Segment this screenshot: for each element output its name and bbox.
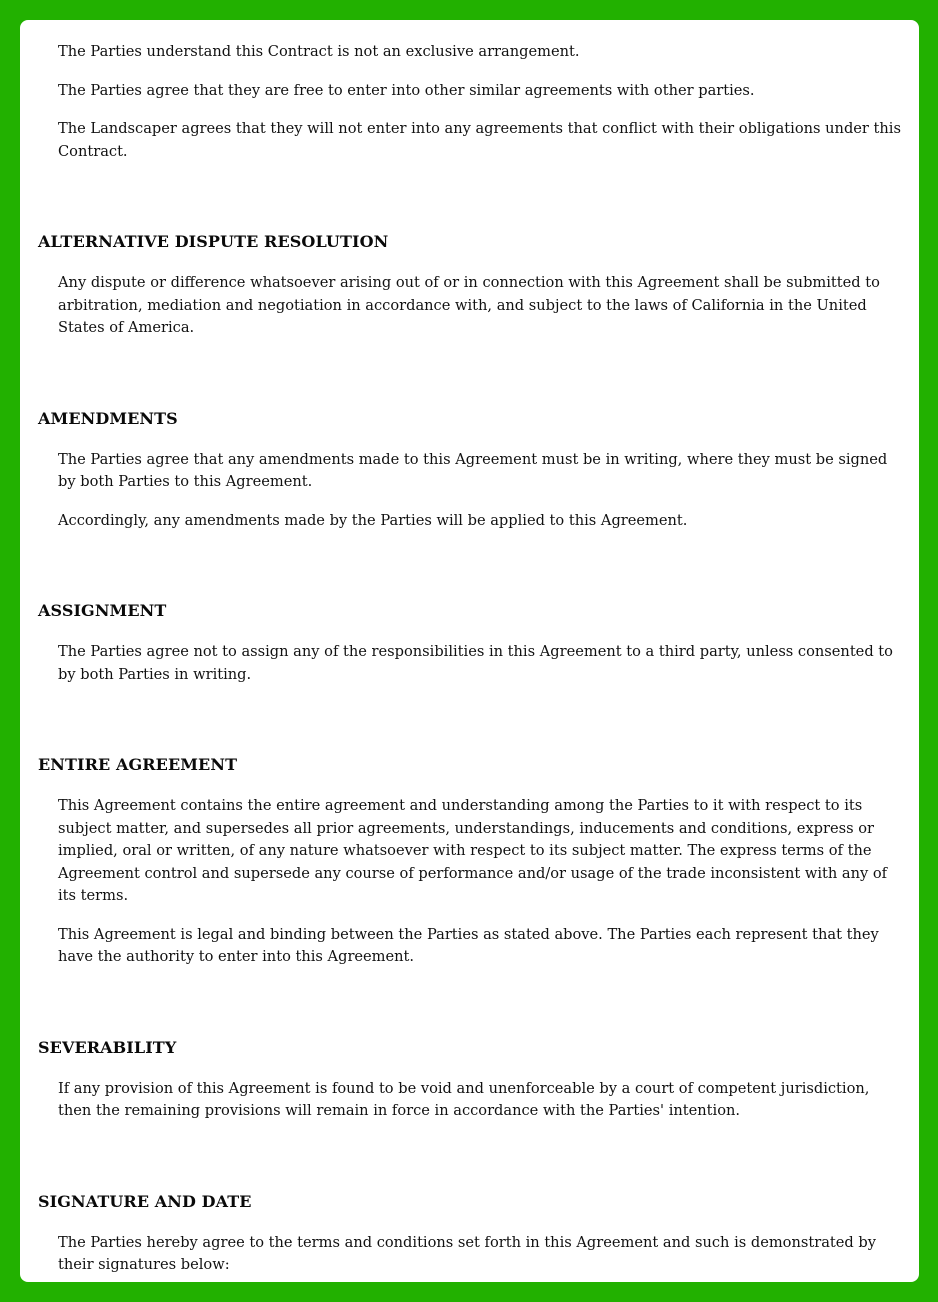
section-heading: ALTERNATIVE DISPUTE RESOLUTION xyxy=(38,232,389,251)
section-amendments xyxy=(20,356,919,549)
section-paragraph: The Parties agree that any amendments made to this Agreement must be in writing, where they must be signed by both Parties to this Agreement. xyxy=(58,450,888,490)
section-entire-agreement xyxy=(20,702,919,985)
section-paragraph: The Parties agree not to assign any of the responsibilities in this Agreement to a third party, unless consented to by both Parties in writing. xyxy=(58,643,893,683)
section-paragraph: This Agreement is legal and binding between the Parties as stated above. The Parties each represent that they have the authority to enter into this Agreement. xyxy=(58,925,879,965)
section-alternative-dispute-resolution xyxy=(20,179,919,356)
intro-paragraph-1: The Parties understand this Contract is not an exclusive arrangement. xyxy=(58,43,580,60)
section-heading: ASSIGNMENT xyxy=(38,601,167,620)
section-signature-and-date xyxy=(20,1139,919,1283)
section-paragraph: Accordingly, any amendments made by the Parties will be applied to this Agreement. xyxy=(58,511,688,529)
section-heading: SEVERABILITY xyxy=(38,1037,177,1057)
intro-paragraph-2: The Parties agree that they are free to enter into other similar agreements with other parties. xyxy=(58,81,755,99)
section-heading: ENTIRE AGREEMENT xyxy=(38,755,238,774)
section-assignment xyxy=(20,548,919,702)
intro-paragraph-3: The Landscaper agrees that they will not enter into any agreements that conflict with their obligations under this Contract. xyxy=(58,120,901,160)
section-heading: AMENDMENTS xyxy=(38,408,178,428)
section-paragraph: The Parties hereby agree to the terms and conditions set forth in this Agreement and such is demonstrated by their signatures below: xyxy=(58,1233,876,1273)
section-severability xyxy=(20,985,919,1139)
section-paragraph: If any provision of this Agreement is found to be void and unenforceable by a court of competent jurisdiction, then the remaining provisions will remain in force in accordance with the Parties' intention. xyxy=(58,1079,870,1119)
intro-block xyxy=(20,20,919,179)
section-paragraph: Any dispute or difference whatsoever arising out of or in connection with this Agreement shall be submitted to arbitration, mediation and negotiation in accordance with, and subject to the laws of California in the United States of America. xyxy=(58,274,880,336)
document-page xyxy=(20,20,919,1282)
section-paragraph: This Agreement contains the entire agreement and understanding among the Parties to it with respect to its subject matter, and supersedes all prior agreements, understandings, inducements and conditions, express or implied, oral or written, of any nature whatsoever with respect to its subject matter. The express terms of the Agreement control and supersede any course of performance and/or usage of the trade inconsistent with any of its terms. xyxy=(58,797,888,904)
section-heading: SIGNATURE AND DATE xyxy=(38,1191,252,1211)
